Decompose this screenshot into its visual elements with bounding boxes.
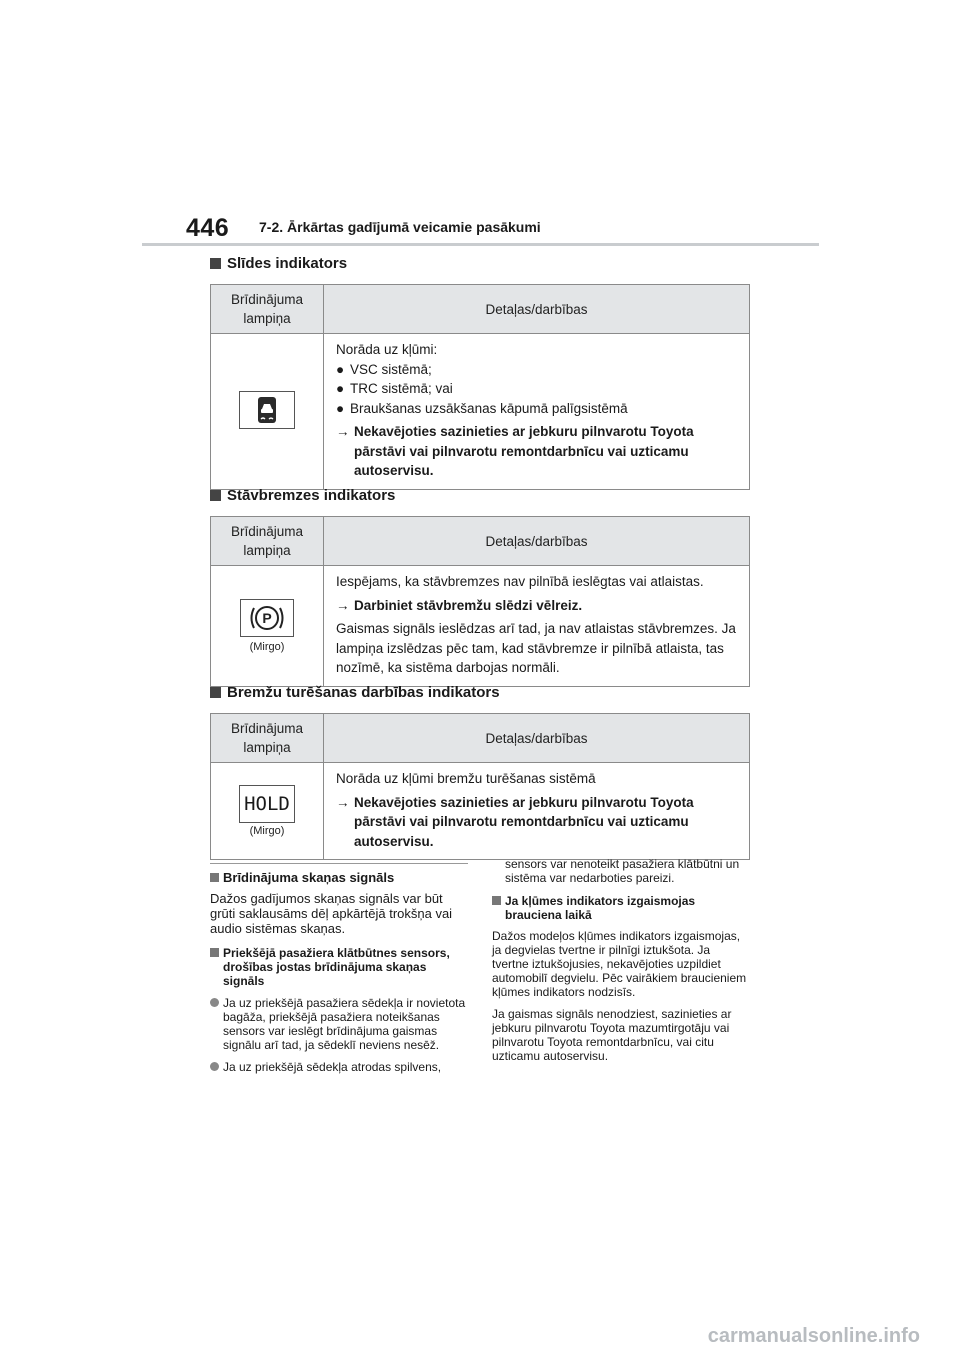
parking-brake-table — [210, 516, 750, 687]
svg-text:P: P — [262, 609, 272, 626]
section-heading-brake-hold: Bremžu turēšanas darbības indikators — [210, 684, 500, 701]
col-header-lamp: Brīdinājuma lampiņa — [211, 285, 324, 334]
notes-right-column — [492, 857, 750, 1063]
note-paragraph: Dažos modeļos kļūmes indikators izgaismojas, ja degvielas tvertne ir pilnīgi iztukšota. Ja tvertne iztukšojusies, nekavējoties uzpildiet automobilī degvielu. Pēc vairākiem braucieniem kļūmes indikators nodzisīs. — [492, 929, 747, 999]
note-bullet: Ja uz priekšējā pasažiera sēdekļa ir novietota bagāža, priekšējā pasažiera noteikšanas sensors var ieslēgt brīdinājuma gaismas signālu arī tad, ja sēdeklī neviens nesēž. — [210, 996, 468, 1052]
square-bullet-icon — [210, 258, 221, 269]
parking-note: Gaismas signāls ieslēdzas arī tad, ja nav atlaistas stāvbremzes. Ja lampiņa izslēdzas pēc tam, kad stāvbremze ir pilnībā atlaista, tas nozīmē, ka sistēma darbojas normāli. — [336, 621, 736, 675]
parking-brake-icon — [240, 599, 294, 637]
hold-intro: Norāda uz kļūmi bremžu turēšanas sistēmā — [336, 771, 596, 786]
section-heading-skid: Slīdes indikators — [210, 255, 347, 272]
skid-indicator-table — [210, 284, 750, 490]
note-paragraph: Ja gaismas signāls nenodziest, sazinieties ar jebkuru pilnvarotu Toyota mazumtirgotāju vai pilnvarotu Toyota remontdarbnīcu, vai citu uzticamu autoservisu. — [492, 1007, 732, 1063]
chapter-title: 7-2. Ārkārtas gadījumā veicamie pasākumi — [259, 219, 541, 235]
hold-action: → Nekavējoties sazinieties ar jebkuru pilnvarotu Toyota pārstāvi vai pilnvarotu remontdarbnīcu vai uzticamu autoservisu. — [336, 794, 694, 849]
list-item: ● TRC sistēmā; vai — [336, 381, 453, 396]
col-header-details: Detaļas/darbības — [324, 285, 750, 334]
note-heading: Brīdinājuma skaņas signāls — [210, 871, 468, 885]
parking-action: → Darbiniet stāvbremžu slēdzi vēlreiz. — [336, 597, 583, 613]
list-item: ● Braukšanas uzsākšanas kāpumā palīgsistēmā — [336, 400, 628, 416]
icon-caption: (Mirgo) — [249, 640, 285, 653]
section-heading-parking-brake: Stāvbremzes indikators — [210, 487, 395, 504]
parking-intro: Iespējams, ka stāvbremzes nav pilnībā ieslēgtas vai atlaistas. — [336, 574, 704, 589]
brake-hold-table — [210, 713, 750, 860]
watermark: carmanualsonline.info — [707, 1325, 920, 1347]
hold-icon: HOLD — [239, 785, 295, 823]
note-paragraph: Dažos gadījumos skaņas signāls var būt grūti saklausāms dēļ apkārtējā trokšņa vai audio sistēmas skaņas. — [210, 891, 453, 936]
list-item: ● VSC sistēmā; — [336, 361, 432, 377]
notes-divider — [210, 863, 468, 864]
square-bullet-icon — [210, 490, 221, 501]
icon-caption: (Mirgo) — [249, 825, 285, 837]
note-bullet: Ja uz priekšējā sēdekļa atrodas spilvens, — [210, 1060, 468, 1074]
square-bullet-icon — [210, 687, 221, 698]
skid-car-icon — [239, 391, 295, 429]
note-paragraph: sensors var nenoteikt pasažiera klātbūtni un sistēma var nedarboties pareizi. — [505, 857, 740, 885]
header-divider — [142, 243, 819, 246]
skid-intro: Norāda uz kļūmi: — [336, 342, 438, 357]
note-heading: Ja kļūmes indikators izgaismojas brauciena laikā — [492, 894, 750, 922]
col-header-details: Detaļas/darbības — [324, 714, 750, 763]
note-heading: Priekšējā pasažiera klātbūtnes sensors, drošības jostas brīdinājuma skaņas signāls — [210, 946, 468, 988]
col-header-lamp: Brīdinājuma lampiņa — [211, 517, 324, 566]
notes-left-column — [210, 871, 468, 1074]
skid-action: → Nekavējoties sazinieties ar jebkuru pilnvarotu Toyota pārstāvi vai pilnvarotu remontdarbnīcu vai uzticamu autoservisu. — [336, 424, 694, 478]
col-header-details: Detaļas/darbības — [324, 517, 750, 566]
page-number: 446 — [186, 214, 230, 242]
col-header-lamp: Brīdinājuma lampiņa — [211, 714, 324, 763]
